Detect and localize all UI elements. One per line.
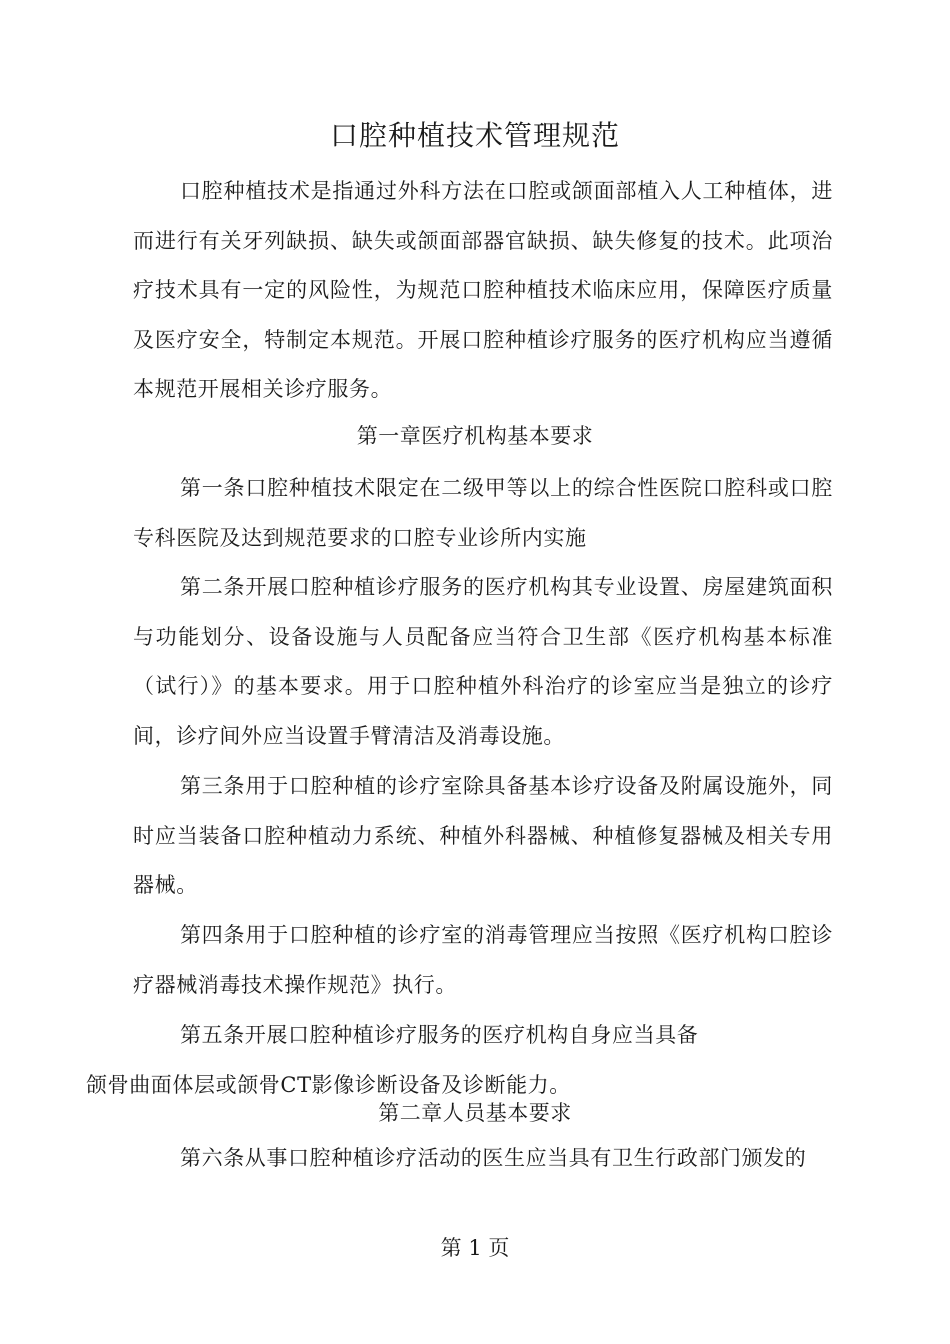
- article-1-paragraph: 第一条口腔种植技术限定在二级甲等以上的综合性医院口腔科或口腔专科医院及达到规范要求的口腔专业诊所内实施: [133, 476, 833, 550]
- article-4-paragraph: 第四条用于口腔种植的诊疗室的消毒管理应当按照《医疗机构口腔诊疗器械消毒技术操作规范》执行。: [133, 923, 833, 997]
- article-6-paragraph: 第六条从事口腔种植诊疗活动的医生应当具有卫生行政部门颁发的: [180, 1146, 807, 1170]
- chapter-heading-1: 第一章医疗机构基本要求: [356, 424, 594, 448]
- chapter-heading-2: 第二章人员基本要求: [378, 1101, 572, 1125]
- article-3-paragraph: 第三条用于口腔种植的诊疗室除具备基本诊疗设备及附属设施外，同时应当装备口腔种植动力系统、种植外科器械、种植修复器械及相关专用器械。: [133, 774, 833, 897]
- article-5-line-1: 第五条开展口腔种植诊疗服务的医疗机构自身应当具备: [180, 1023, 699, 1047]
- article-5-line-2: 颌骨曲面体层或颌骨CT影像诊断设备及诊断能力。: [86, 1072, 571, 1097]
- document-title: 口腔种植技术管理规范: [329, 119, 620, 152]
- page-number: 第 1 页: [440, 1236, 510, 1260]
- article-2-paragraph: 第二条开展口腔种植诊疗服务的医疗机构其专业设置、房屋建筑面积与功能划分、设备设施与人员配备应当符合卫生部《医疗机构基本标准（试行）》的基本要求。用于口腔种植外科治疗的诊室应当是独立的诊疗间，诊疗间外应当设置手臂清洁及消毒设施。: [133, 575, 833, 748]
- intro-paragraph: 口腔种植技术是指通过外科方法在口腔或颌面部植入人工种植体，进而进行有关牙列缺损、缺失或颌面部器官缺损、缺失修复的技术。此项治疗技术具有一定的风险性，为规范口腔种植技术临床应用，保障医疗质量及医疗安全，特制定本规范。开展口腔种植诊疗服务的医疗机构应当遵循本规范开展相关诊疗服务。: [133, 179, 833, 401]
- article-5-paragraph: [86, 1011, 833, 1110]
